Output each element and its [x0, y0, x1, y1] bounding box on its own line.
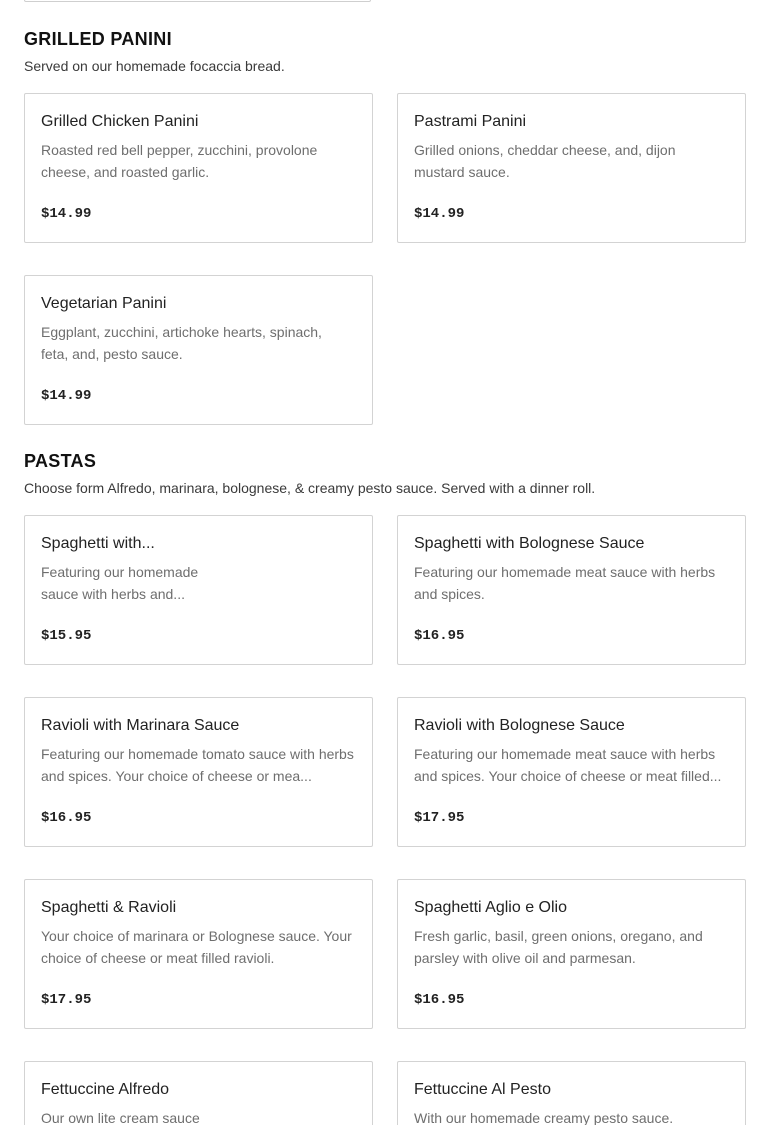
menu-item-description: Featuring our homemade sauce with herbs and... — [41, 564, 199, 602]
menu-item-name: Pastrami Panini — [414, 113, 527, 130]
menu-item-price: $14.99 — [41, 388, 92, 404]
menu-item-description: Our own lite cream sauce — [41, 1110, 200, 1125]
menu-item-description: Fresh garlic, basil, green onions, oregano, and parsley with olive oil and parmesan. — [414, 928, 703, 966]
menu-item-price: $15.95 — [41, 628, 92, 644]
menu-item-card[interactable] — [397, 1061, 746, 1125]
menu-item-name: Vegetarian Panini — [41, 295, 167, 312]
menu-item-price: $16.95 — [414, 628, 465, 644]
section-description-pastas: Choose form Alfredo, marinara, bolognese, & creamy pesto sauce. Served with a dinner roll. — [24, 480, 596, 496]
menu-item-description: Your choice of marinara or Bolognese sauce. Your choice of cheese or meat filled ravioli. — [41, 928, 352, 966]
menu-item-description: Featuring our homemade meat sauce with herbs and spices. Your choice of cheese or meat filled... — [414, 746, 722, 784]
menu-item-card[interactable] — [24, 275, 373, 425]
menu-item-card[interactable] — [397, 697, 746, 847]
menu-item-name: Ravioli with Marinara Sauce — [41, 717, 240, 734]
menu-item-price: $16.95 — [41, 810, 92, 826]
menu-item-name: Fettuccine Alfredo — [41, 1081, 170, 1098]
menu-item-card[interactable] — [24, 697, 373, 847]
previous-menu-item-card[interactable] — [24, 0, 371, 2]
menu-item-price: $17.95 — [414, 810, 465, 826]
menu-item-name: Grilled Chicken Panini — [41, 113, 199, 130]
section-description-grilled-panini: Served on our homemade focaccia bread. — [24, 58, 285, 74]
menu-item-name: Ravioli with Bolognese Sauce — [414, 717, 625, 734]
menu-item-description: Featuring our homemade meat sauce with herbs and spices. — [414, 564, 716, 602]
menu-item-description: Grilled onions, cheddar cheese, and, dijon mustard sauce. — [414, 142, 676, 180]
menu-item-card[interactable] — [24, 515, 373, 665]
section-title-grilled-panini: GRILLED PANINI — [24, 29, 172, 49]
menu-item-description: Eggplant, zucchini, artichoke hearts, spinach, feta, and, pesto sauce. — [41, 324, 322, 362]
menu-item-name: Fettuccine Al Pesto — [414, 1081, 551, 1098]
menu-item-card[interactable] — [397, 879, 746, 1029]
menu-item-name: Spaghetti with... — [41, 535, 155, 552]
menu-item-price: $14.99 — [41, 206, 92, 222]
menu-item-price: $16.95 — [414, 992, 465, 1008]
menu-item-card[interactable] — [397, 515, 746, 665]
menu-item-name: Spaghetti with Bolognese Sauce — [414, 535, 645, 552]
menu-item-card[interactable] — [24, 1061, 373, 1125]
menu-item-description: With our homemade creamy pesto sauce. — [414, 1110, 674, 1125]
section-title-pastas: PASTAS — [24, 451, 97, 471]
menu-item-name: Spaghetti & Ravioli — [41, 899, 177, 916]
menu-item-name: Spaghetti Aglio e Olio — [414, 899, 567, 916]
menu-item-description: Featuring our homemade tomato sauce with herbs and spices. Your choice of cheese or mea... — [41, 746, 354, 784]
menu-item-card[interactable] — [397, 93, 746, 243]
menu-item-price: $14.99 — [414, 206, 465, 222]
menu-item-card[interactable] — [24, 93, 373, 243]
menu-item-card[interactable] — [24, 879, 373, 1029]
menu-item-price: $17.95 — [41, 992, 92, 1008]
menu-item-description: Roasted red bell pepper, zucchini, provolone cheese, and roasted garlic. — [41, 142, 318, 180]
